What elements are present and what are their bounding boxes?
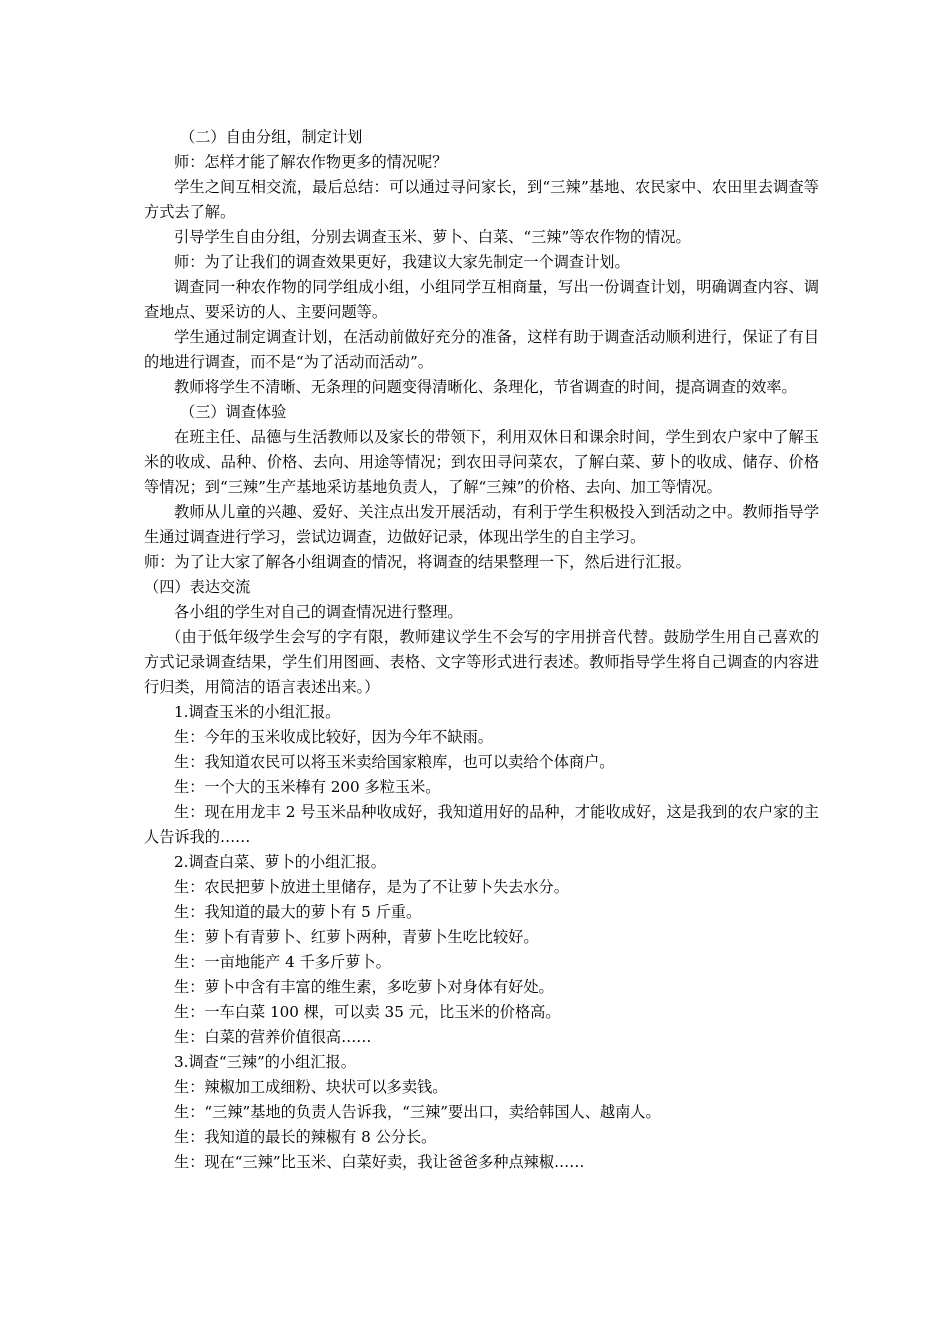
paragraph: 生：白菜的营养价值很高…… [174, 1028, 372, 1046]
paragraph: 在班主任、品德与生活教师以及家长的带领下，利用双休日和课余时间，学生到农户家中了解玉米的收成、品种、价格、去向、用途等情况；到农田寻问菜农，了解白菜、萝卜的收成、储存、价格等情况；到“三辣”生产基地采访基地负责人，了解“三辣”的价格、去向、加工等情况。 [144, 428, 819, 496]
paragraph: 生：一个大的玉米棒有 200 多粒玉米。 [174, 778, 441, 796]
document-body [144, 125, 819, 1175]
paragraph: 生：农民把萝卜放进土里储存，是为了不让萝卜失去水分。 [174, 878, 569, 896]
paragraph: 生：现在“三辣”比玉米、白菜好卖，我让爸爸多种点辣椒…… [174, 1153, 585, 1171]
paragraph: 生：我知道的最长的辣椒有 8 公分长。 [174, 1128, 437, 1146]
paragraph: 学生之间互相交流，最后总结：可以通过寻问家长，到“三辣”基地、农民家中、农田里去调查等方式去了解。 [144, 178, 819, 221]
paragraph: 生：萝卜中含有丰富的维生素，多吃萝卜对身体有好处。 [174, 978, 554, 996]
paragraph: 生：一车白菜 100 棵，可以卖 35 元，比玉米的价格高。 [174, 1003, 561, 1021]
paragraph: （二）自由分组，制定计划 [180, 128, 363, 146]
paragraph: 1.调查玉米的小组汇报。 [174, 703, 341, 721]
paragraph: 生：现在用龙丰 2 号玉米品种收成好，我知道用好的品种，才能收成好，这是我到的农户家的主人告诉我的…… [144, 803, 819, 846]
paragraph: （三）调查体验 [180, 403, 287, 421]
paragraph: 师：为了让大家了解各小组调查的情况，将调查的结果整理一下，然后进行汇报。 [144, 553, 691, 571]
paragraph: 生：今年的玉米收成比较好，因为今年不缺雨。 [174, 728, 493, 746]
paragraph: 生：我知道的最大的萝卜有 5 斤重。 [174, 903, 422, 921]
paragraph: 学生通过制定调查计划，在活动前做好充分的准备，这样有助于调查活动顺利进行，保证了有目的地进行调查，而不是“为了活动而活动”。 [144, 328, 819, 371]
paragraph: （四）表达交流 [144, 578, 251, 596]
paragraph: 教师将学生不清晰、无条理的问题变得清晰化、条理化，节省调查的时间，提高调查的效率。 [174, 378, 797, 396]
paragraph: 各小组的学生对自己的调查情况进行整理。 [174, 603, 463, 621]
paragraph: 教师从儿童的兴趣、爱好、关注点出发开展活动，有利于学生积极投入到活动之中。教师指导学生通过调查进行学习，尝试边调查，边做好记录，体现出学生的自主学习。 [144, 503, 819, 546]
paragraph: 引导学生自由分组，分别去调查玉米、萝卜、白菜、“三辣”等农作物的情况。 [174, 228, 691, 246]
paragraph: 生：辣椒加工成细粉、块状可以多卖钱。 [174, 1078, 448, 1096]
paragraph: 生：一亩地能产 4 千多斤萝卜。 [174, 953, 391, 971]
paragraph: 3.调查“三辣”的小组汇报。 [174, 1053, 356, 1071]
paragraph: 生：萝卜有青萝卜、红萝卜两种，青萝卜生吃比较好。 [174, 928, 539, 946]
paragraph: 师：为了让我们的调查效果更好，我建议大家先制定一个调查计划。 [174, 253, 630, 271]
paragraph: 生：“三辣”基地的负责人告诉我，“三辣”要出口，卖给韩国人、越南人。 [174, 1103, 661, 1121]
paragraph: 生：我知道农民可以将玉米卖给国家粮库，也可以卖给个体商户。 [174, 753, 615, 771]
paragraph: 调查同一种农作物的同学组成小组，小组同学互相商量，写出一份调查计划，明确调查内容、调查地点、要采访的人、主要问题等。 [144, 278, 819, 321]
paragraph: 2.调查白菜、萝卜的小组汇报。 [174, 853, 386, 871]
paragraph: （由于低年级学生会写的字有限，教师建议学生不会写的字用拼音代替。鼓励学生用自己喜欢的方式记录调查结果，学生们用图画、表格、文字等形式进行表述。教师指导学生将自己调查的内容进行归类，用简洁的语言表述出来。） [144, 628, 819, 696]
paragraph: 师：怎样才能了解农作物更多的情况呢？ [174, 153, 448, 171]
